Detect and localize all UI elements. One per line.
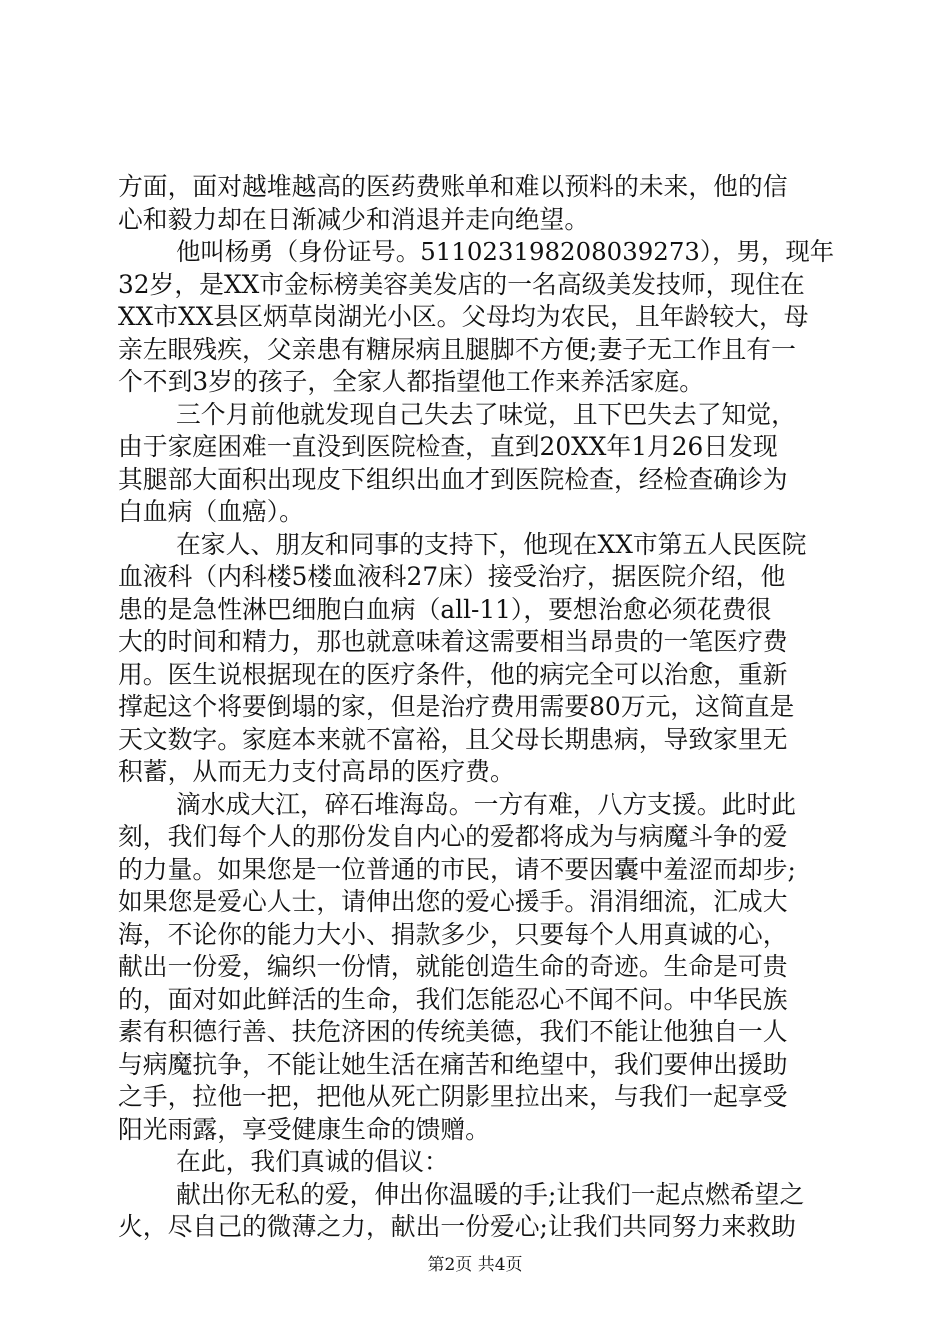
text-line: 32岁，是XX市金标榜美容美发店的一名高级美发技师，现住在 <box>118 269 805 299</box>
document-body <box>118 171 834 1244</box>
text-line: 海，不论你的能力大小、捐款多少，只要每个人用真诚的心， <box>118 919 788 949</box>
page-footer: 第2页 共4页 <box>427 1255 523 1275</box>
text-line: 阳光雨露，享受健康生命的馈赠。 <box>118 1114 490 1144</box>
text-line: 三个月前他就发现自己失去了味觉，且下巴失去了知觉， <box>176 399 796 429</box>
text-line: 在家人、朋友和同事的支持下，他现在XX市第五人民医院 <box>176 529 807 559</box>
text-line: 的力量。如果您是一位普通的市民，请不要因囊中羞涩而却步; <box>118 854 796 884</box>
text-line: 天文数字。家庭本来就不富裕，且父母长期患病，导致家里无 <box>118 724 788 754</box>
text-line: 亲左眼残疾，父亲患有糖尿病且腿脚不方便;妻子无工作且有一 <box>118 334 796 364</box>
text-line: 积蓄，从而无力支付高昂的医疗费。 <box>118 757 515 786</box>
text-line: 白血病（血癌）。 <box>118 497 304 526</box>
text-line: 之手，拉他一把，把他从死亡阴影里拉出来，与我们一起享受 <box>118 1082 788 1111</box>
text-line: 由于家庭困难一直没到医院检查，直到20XX年1月26日发现 <box>118 432 778 461</box>
text-line: 其腿部大面积出现皮下组织出血才到医院检查，经检查确诊为 <box>118 464 788 494</box>
text-line: 在此，我们真诚的倡议： <box>176 1147 449 1176</box>
text-line: 大的时间和精力，那也就意味着这需要相当昂贵的一笔医疗费 <box>118 627 788 656</box>
text-line: 与病魔抗争，不能让她生活在痛苦和绝望中，我们要伸出援助 <box>118 1049 788 1079</box>
text-line: XX市XX县区炳草岗湖光小区。父母均为农民，且年龄较大，母 <box>118 302 809 331</box>
text-line: 滴水成大江，碎石堆海岛。一方有难，八方支援。此时此 <box>176 789 796 819</box>
text-line: 如果您是爱心人士，请伸出您的爱心援手。涓涓细流，汇成大 <box>118 887 788 916</box>
text-line: 心和毅力却在日渐减少和消退并走向绝望。 <box>118 204 590 234</box>
text-line: 的，面对如此鲜活的生命，我们怎能忍心不闻不问。中华民族 <box>118 984 788 1014</box>
text-line: 素有积德行善、扶危济困的传统美德，我们不能让他独自一人 <box>118 1017 788 1046</box>
text-line: 用。医生说根据现在的医疗条件，他的病完全可以治愈，重新 <box>118 659 788 689</box>
text-line: 患的是急性淋巴细胞白血病（all-11），要想治愈必须花费很 <box>118 594 772 624</box>
text-line: 献出一份爱，编织一份情，就能创造生命的奇迹。生命是可贵 <box>118 952 788 981</box>
text-line: 个不到3岁的孩子，全家人都指望他工作来养活家庭。 <box>118 367 705 396</box>
text-line: 刻，我们每个人的那份发自内心的爱都将成为与病魔斗争的爱 <box>118 822 788 851</box>
text-line: 血液科（内科楼5楼血液科27床）接受治疗，据医院介绍，他 <box>118 562 786 591</box>
text-line: 方面，面对越堆越高的医药费账单和难以预料的未来，他的信 <box>118 172 788 201</box>
text-line: 献出你无私的爱，伸出你温暖的手;让我们一起点燃希望之 <box>176 1179 805 1209</box>
text-line: 撑起这个将要倒塌的家，但是治疗费用需要80万元，这简直是 <box>118 692 795 721</box>
text-line: 火，尽自己的微薄之力，献出一份爱心;让我们共同努力来救助 <box>118 1212 796 1241</box>
text-line: 他叫杨勇（身份证号。511023198208039273），男，现年 <box>176 237 834 266</box>
